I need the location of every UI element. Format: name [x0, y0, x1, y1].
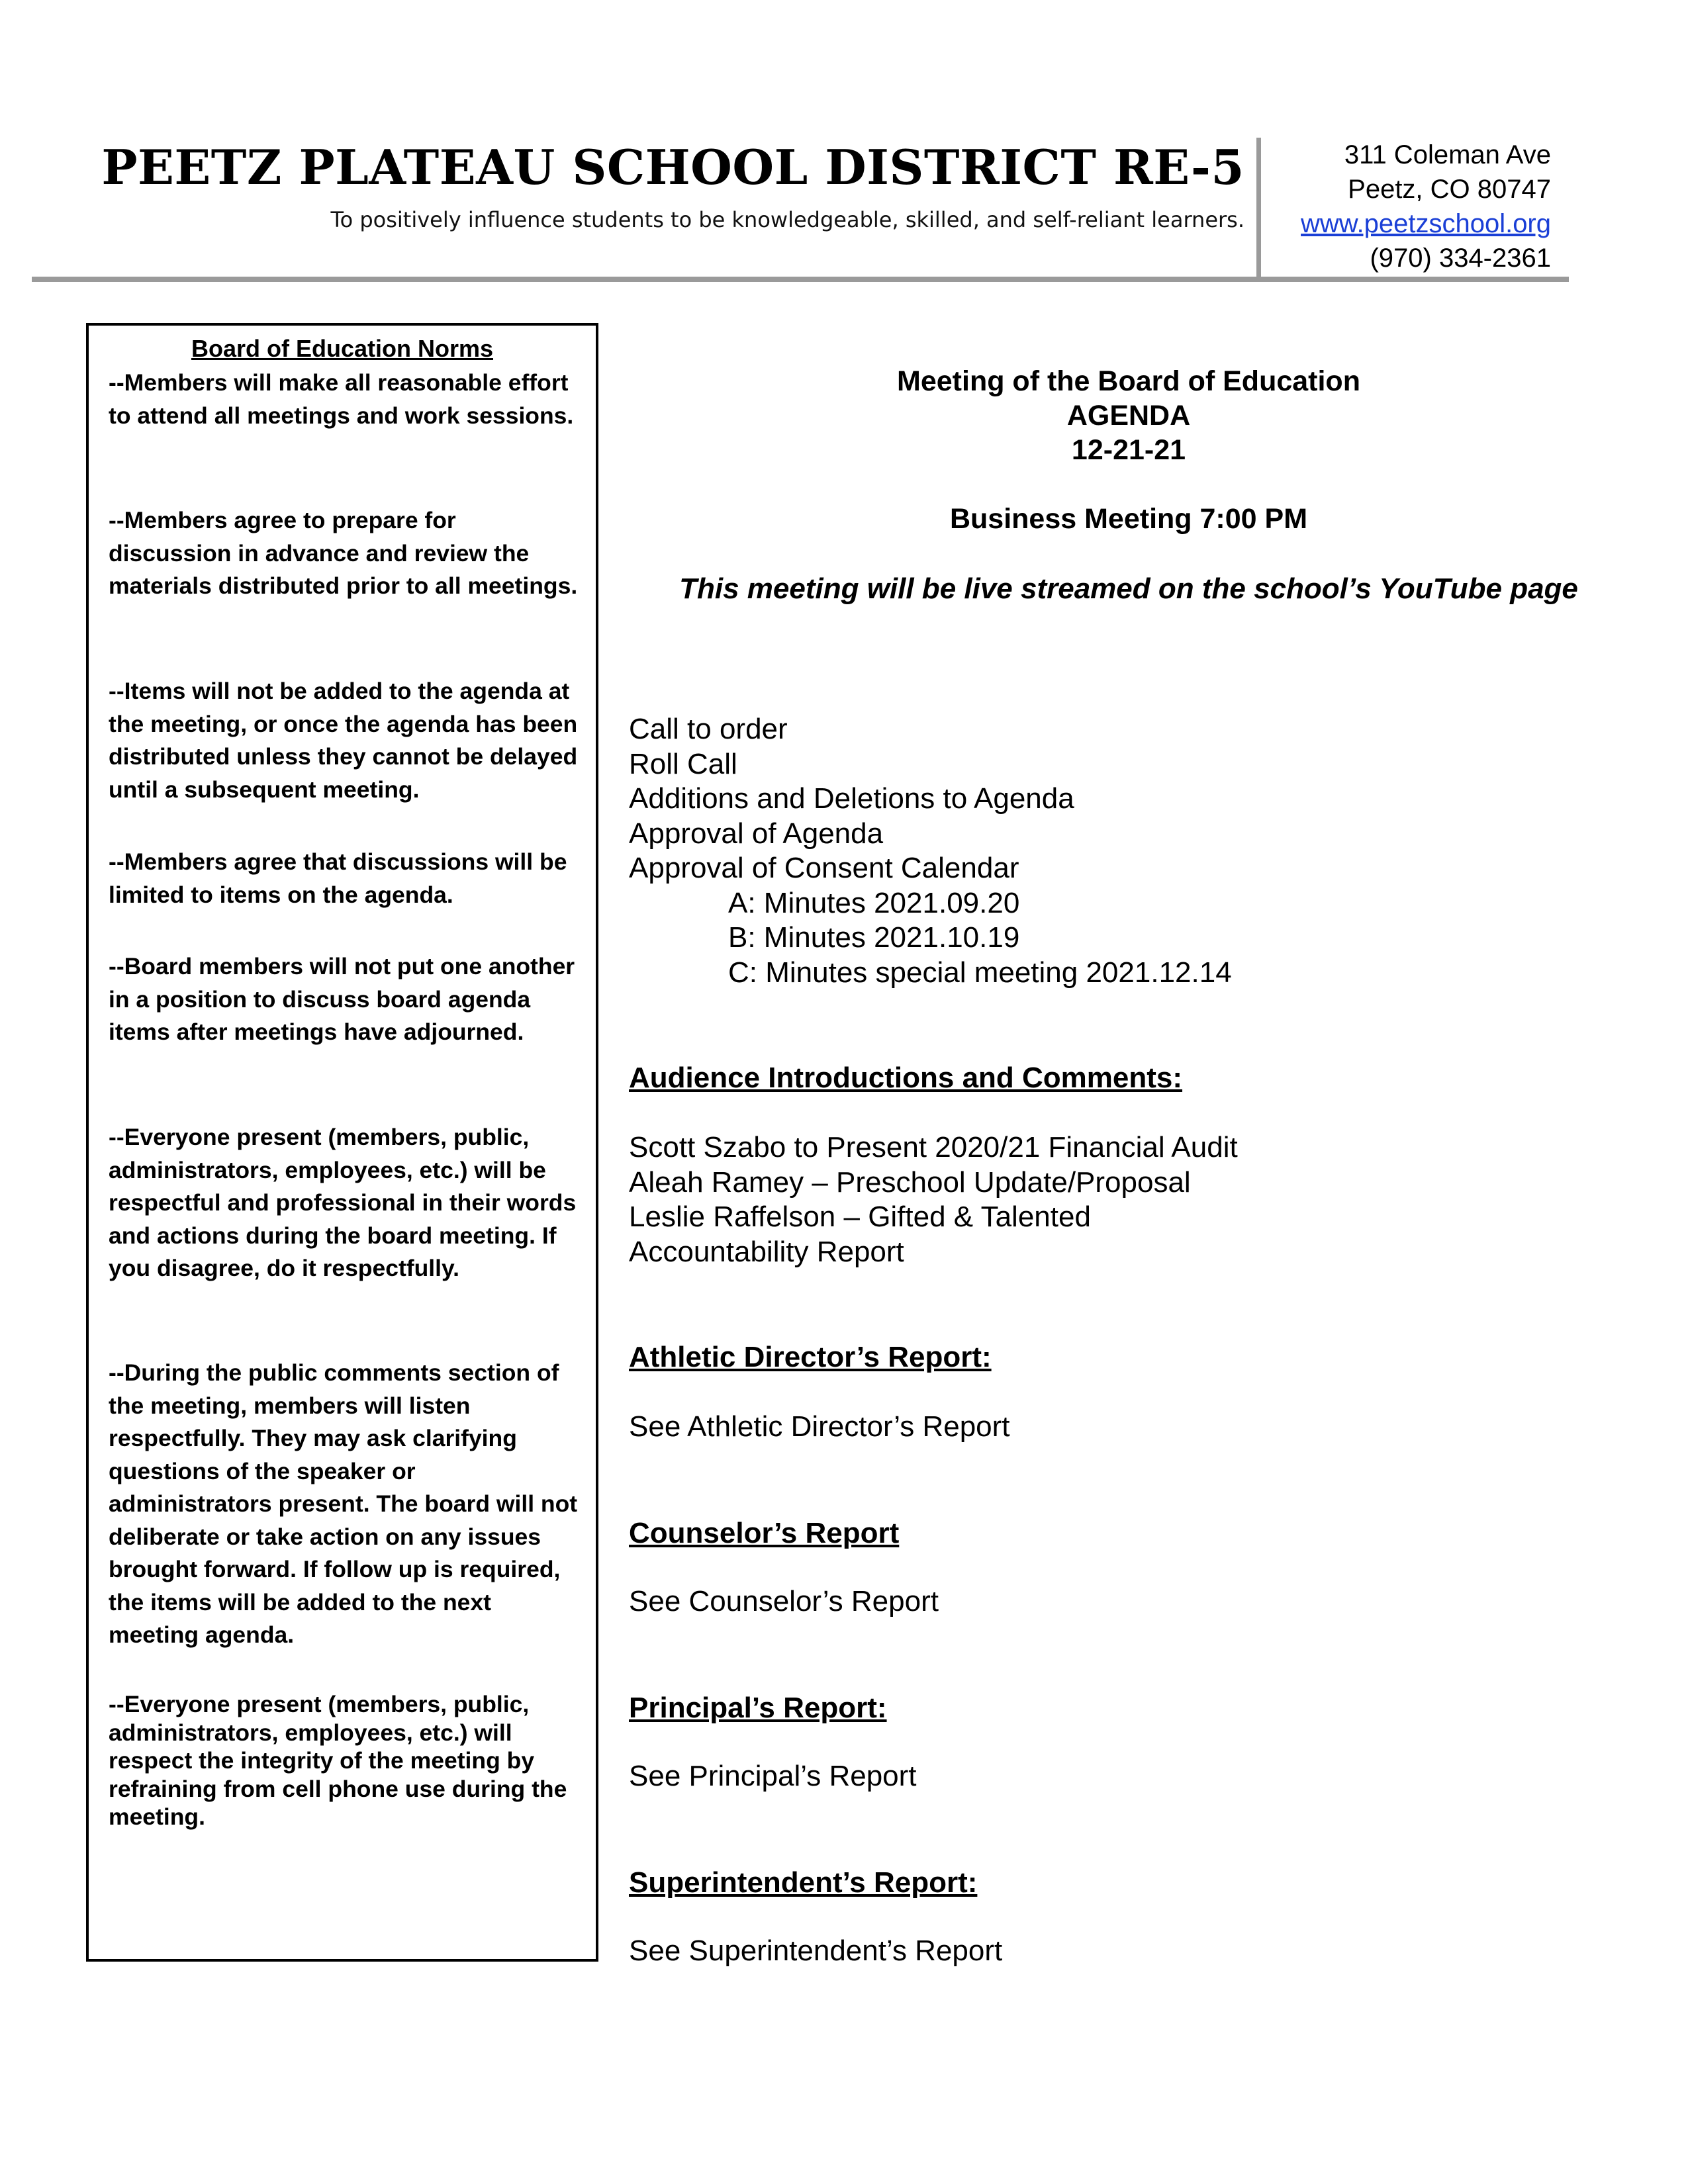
meeting-title: Meeting of the Board of Education: [897, 365, 1360, 397]
district-title: PEETZ PLATEAU SCHOOL DISTRICT RE-5: [101, 139, 1244, 195]
website-link[interactable]: www.peetzschool.org: [1301, 209, 1551, 238]
agenda-item: Call to order: [629, 713, 788, 745]
counselor-heading: Counselor’s Report: [629, 1517, 900, 1549]
district-mission: To positively influence students to be knowledgeable, skilled, and self-reliant learners.: [330, 207, 1244, 232]
athletic-text: See Athletic Director’s Report: [629, 1410, 1010, 1443]
superintendent-text: See Superintendent’s Report: [629, 1934, 1003, 1967]
superintendent-heading: Superintendent’s Report:: [629, 1866, 978, 1899]
stream-note: This meeting will be live streamed on the school’s YouTube page: [679, 572, 1578, 605]
principal-heading: Principal’s Report:: [629, 1692, 887, 1724]
header-rule: [32, 277, 1569, 282]
agenda-item: Additions and Deletions to Agenda: [629, 782, 1074, 815]
audience-item: Scott Szabo to Present 2020/21 Financial Audit: [629, 1131, 1238, 1163]
agenda-item: Roll Call: [629, 747, 737, 780]
phone-number: (970) 334-2361: [1370, 244, 1551, 273]
norm-item: --Members agree to prepare for discussion in advance and review the materials distributed prior to all meetings.: [109, 507, 578, 599]
business-meeting-time: Business Meeting 7:00 PM: [949, 503, 1308, 535]
header-divider: [1256, 138, 1261, 277]
agenda-heading: AGENDA: [1066, 400, 1191, 432]
consent-item: B: Minutes 2021.10.19: [728, 921, 1020, 954]
audience-item: Leslie Raffelson – Gifted & Talented: [629, 1201, 1091, 1233]
norm-item: --Items will not be added to the agenda at the meeting, or once the agenda has been distributed unless they cannot be delayed until a subsequent meeting.: [109, 678, 578, 803]
agenda-item: Approval of Agenda: [629, 817, 884, 850]
contact-block: [1261, 138, 1551, 275]
principal-text: See Principal’s Report: [629, 1760, 917, 1792]
agenda-date: 12-21-21: [1071, 434, 1186, 466]
norm-item: --During the public comments section of the meeting, members will listen respectfully. They may ask clarifying questions of the speaker or administrators present. The board will not deliberate or take action on any issues brought forward. If follow up is required, the items will be added to the next meeting agenda.: [109, 1359, 578, 1648]
norm-item: --Everyone present (members, public, administrators, employees, etc.) will respect the integrity of the meeting by refraining from cell phone use during the meeting.: [109, 1691, 567, 1830]
audience-item: Aleah Ramey – Preschool Update/Proposal: [629, 1165, 1191, 1199]
opening-items: [629, 712, 1622, 990]
consent-item: A: Minutes 2021.09.20: [728, 886, 1020, 919]
audience-items: [629, 1130, 1622, 1269]
norm-item: --Everyone present (members, public, administrators, employees, etc.) will be respectful and professional in their words and actions during the board meeting. If you disagree, do it respectfully.: [109, 1124, 577, 1281]
norm-item: --Members will make all reasonable effort to attend all meetings and work sessions.: [109, 369, 574, 429]
norms-title: Board of Education Norms: [191, 335, 494, 362]
consent-item: C: Minutes special meeting 2021.12.14: [728, 956, 1232, 989]
audience-heading: Audience Introductions and Comments:: [629, 1062, 1183, 1094]
athletic-heading: Athletic Director’s Report:: [629, 1341, 992, 1373]
norm-item: --Board members will not put one another in a position to discuss board agenda items after meetings have adjourned.: [109, 953, 575, 1045]
audience-item: Accountability Report: [629, 1235, 904, 1268]
norm-item: --Members agree that discussions will be limited to items on the agenda.: [109, 848, 567, 908]
address-street: 311 Coleman Ave: [1344, 140, 1551, 169]
counselor-text: See Counselor’s Report: [629, 1585, 939, 1617]
agenda-item: Approval of Consent Calendar: [629, 852, 1019, 884]
address-city: Peetz, CO 80747: [1348, 175, 1551, 204]
